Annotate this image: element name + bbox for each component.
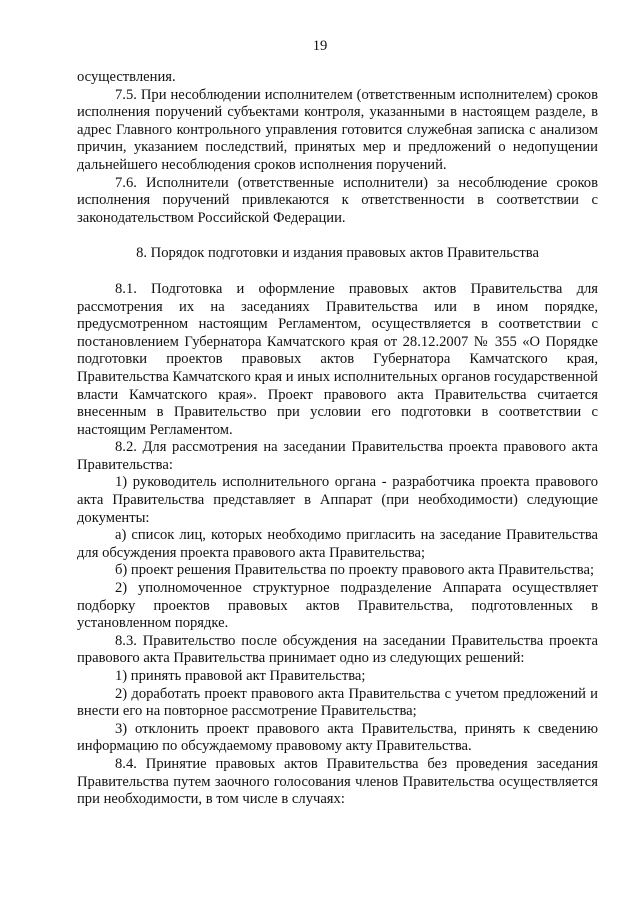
paragraph-8-2-item-2: 2) уполномоченное структурное подразделение Аппарата осуществляет подборку проектов правовых актов Правительства, подготовленных в установленном порядке.	[77, 580, 598, 632]
paragraph-8-2-subitem-b: б) проект решения Правительства по проекту правового акта Правительства;	[115, 562, 594, 579]
paragraph-8-3: 8.3. Правительство после обсуждения на заседании Правительства проекта правового акта Правительства принимает одно из следующих решений:	[77, 632, 598, 667]
paragraph-8-3-item-3: 3) отклонить проект правового акта Правительства, принять к сведению информацию по обсуждаемому правовому акту Правительства.	[77, 720, 598, 755]
paragraph-7-6: 7.6. Исполнители (ответственные исполнители) за несоблюдение сроков исполнения поручений привлекаются к ответственности в соответствии с законодательством Российской Федерации.	[77, 174, 598, 226]
paragraph-8-1: 8.1. Подготовка и оформление правовых актов Правительства для рассмотрения их на заседаниях Правительства или в ином порядке, предусмотренном настоящим Регламентом, осуществляется в соответствии с постановлением Губернатора Камчатского края от 28.12.2007 № 355 «О Порядке подготовки проектов правовых актов Губернатора Камчатского края, Правительства Камчатского края и иных исполнительных органов государственной власти Камчатского края». Проект правового акта Правительства считается внесенным в Правительство при условии его подготовки в соответствии с настоящим Регламентом.	[77, 280, 598, 438]
paragraph-8-2-subitem-a: а) список лиц, которых необходимо пригласить на заседание Правительства для обсуждения проекта правового акта Правительства;	[77, 527, 598, 561]
paragraph-8-3-item-1: 1) принять правовой акт Правительства;	[115, 668, 366, 684]
document-body	[77, 69, 598, 809]
paragraph-8-2-item-1: 1) руководитель исполнительного органа - разработчика проекта правового акта Правительства представляет в Аппарат (при необходимости) следующие документы:	[77, 474, 598, 526]
paragraph-8-3-item-2: 2) доработать проект правового акта Правительства с учетом предложений и внести его на повторное рассмотрение Правительства;	[77, 685, 598, 720]
paragraph-continuation: осуществления.	[77, 69, 176, 85]
paragraph-8-2: 8.2. Для рассмотрения на заседании Правительства проекта правового акта Правительства:	[77, 439, 598, 473]
page-number: 19	[312, 38, 328, 54]
paragraph-7-5: 7.5. При несоблюдении исполнителем (ответственным исполнителем) сроков исполнения поручений субъектами контроля, указанными в настоящем разделе, в адрес Главного контрольного управления готовится служебная записка с анализом причин, указанием последствий, принятых мер и предложений о недопущении дальнейшего несоблюдения сроков исполнения поручений.	[77, 86, 598, 173]
paragraph-8-4: 8.4. Принятие правовых актов Правительства без проведения заседания Правительства путем заочного голосования членов Правительства осуществляется при необходимости, в том числе в случаях:	[77, 755, 598, 808]
section-heading-8: 8. Порядок подготовки и издания правовых актов Правительства	[136, 245, 539, 262]
